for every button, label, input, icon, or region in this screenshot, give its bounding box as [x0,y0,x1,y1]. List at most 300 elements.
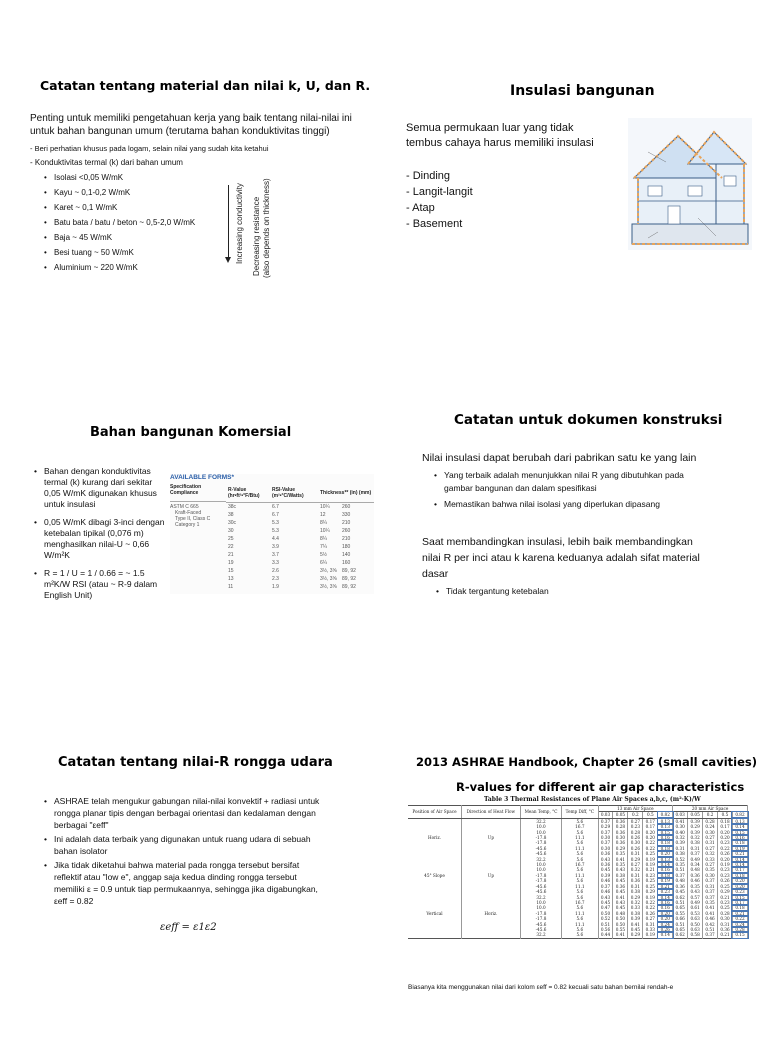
table-cell: 4.4 [272,535,279,542]
table-cell: 0.62 [673,932,688,938]
list-item: • Ini adalah data terbaik yang digunakan untuk ruang udara di sebuah bahan isolator [54,833,319,857]
table-cell: 0.37 [598,884,613,889]
table-cell: 0.41 [673,818,688,824]
table-cell: 0.46 [598,878,613,883]
table-cell: 0.51 [673,900,688,905]
table-cell: 6.7 [272,511,279,518]
table-cell: 0.21 [658,884,673,889]
table-cell: 0.41 [613,895,628,900]
table-cell: 0.38 [613,873,628,878]
thickness-mm: 210 [342,535,351,542]
table-cell: 0.19 [658,878,673,883]
table-cell: -45.6 [520,927,561,932]
table-cell: 0.14 [658,895,673,900]
thickness-mm: 260 [342,503,351,510]
table-cell: 0.31 [703,884,718,889]
table-cell [318,551,374,559]
table-cell: 0.50 [598,911,613,916]
table-cell: 0.37 [598,830,613,835]
table-cell: 0.17 [718,824,733,829]
table-cell [318,567,374,575]
table-cell: 0.23 [658,889,673,894]
table-cell: 0.20 [658,911,673,916]
table-cell: 0.45 [598,900,613,905]
table-cell: 0.26 [628,846,643,851]
table-cell: -45.6 [520,884,561,889]
table-cell: 0.20 [718,830,733,835]
air-space-position: Vertical [408,911,461,916]
table-cell [318,575,374,583]
table-cell: 0.41 [613,857,628,862]
table-cell: 0.45 [598,867,613,872]
table-cell: 3.3 [272,559,279,566]
table-cell: 0.46 [703,916,718,921]
list-item: • Besi tuang ~ 50 W/mK [54,245,195,260]
table-cell: 5.6 [562,905,598,910]
arrow-label-conductivity: Increasing conductivity [235,183,244,264]
table-cell: 11.1 [562,846,598,851]
table-cell: 0.25 [718,884,733,889]
table-cell: 11.1 [562,835,598,840]
table-cell: 0.39 [598,873,613,878]
table-cell: 5.3 [272,519,279,526]
thickness-in: 5½ [320,551,327,558]
table-cell: 10.0 [520,862,561,867]
table-cell: 0.45 [673,889,688,894]
table-cell: 0.38 [688,840,703,845]
table-cell: 0.35 [673,862,688,867]
table-row [226,511,374,519]
table-cell: 0.37 [703,878,718,883]
table-cell: 0.26 [628,835,643,840]
table-cell: 0.36 [613,830,628,835]
table-cell: 0.23 [732,889,747,894]
table-cell [318,535,374,543]
table-cell: 2.3 [272,575,279,582]
table-cell: 0.57 [688,895,703,900]
table-cell: 0.15 [658,830,673,835]
table-cell: 0.27 [628,818,643,824]
table-cell: 0.31 [703,840,718,845]
table-cell: 1.9 [272,583,279,590]
slide1-note1: - Beri perhatian khusus pada logam, selain nilai yang sudah kita ketahui [30,144,269,153]
table-cell: 0.29 [688,824,703,829]
table-cell: 32.2 [520,895,561,900]
table-cell: 30c [228,519,237,526]
table-cell: 5.3 [272,527,279,534]
heat-flow-direction: Up [461,835,520,840]
thickness-mm: 89, 92 [342,567,356,574]
thickness-in: 10¼ [320,527,330,534]
table-cell: 0.33 [628,905,643,910]
table-cell: 0.20 [732,884,747,889]
list-item: • ASHRAE telah mengukur gabungan nilai-nilai konvektif + radiasi untuk rongga planar tipis dengan berbagai orientasi dan kedalaman dengan berbagai "εeff" [54,795,319,831]
table-cell: 0.25 [718,905,733,910]
slide1-title: Catatan tentang material dan nilai k, U, dan R. [40,78,371,93]
table-cell: 0.17 [732,867,747,872]
table-cell: 0.24 [658,922,673,927]
table-cell: 0.18 [732,873,747,878]
table-cell: 0.43 [598,895,613,900]
table-cell: 0.48 [613,911,628,916]
table-cell: 0.15 [732,895,747,900]
table-cell: 0.30 [703,873,718,878]
table-cell: 0.36 [598,862,613,867]
table-cell: 0.22 [643,846,658,851]
table-cell: 0.51 [673,922,688,927]
table-cell: 0.27 [703,835,718,840]
table-cell: 0.30 [703,830,718,835]
table-cell: 0.16 [658,900,673,905]
table-cell: 0.51 [703,927,718,932]
table-cell: 0.35 [688,884,703,889]
table-cell: 3.7 [272,551,279,558]
list-item: • Yang terbaik adalah menunjukkan nilai R yang dibutuhkan pada gambar bangunan dan dalam spesifikasi [444,469,684,495]
table-cell: 0.53 [688,911,703,916]
list-item: • Isolasi <0,05 W/mK [54,170,195,185]
table-cell: 32.2 [520,857,561,862]
table-cell: 0.46 [688,878,703,883]
table-cell: 0.16 [658,835,673,840]
table-cell: 0.29 [628,895,643,900]
table-cell: -17.8 [520,835,561,840]
table-cell: 6.7 [272,503,279,510]
table-cell: 0.43 [613,867,628,872]
table-row [226,583,374,591]
table-cell: 0.37 [703,895,718,900]
slide4-bullets-b [434,586,549,596]
table-cell: 0.14 [732,862,747,867]
table-cell: 0.63 [688,927,703,932]
table-row [226,535,374,543]
table-cell: 10.0 [520,905,561,910]
slide4-title: Catatan untuk dokumen konstruksi [454,412,723,428]
table-cell: -17.8 [520,911,561,916]
table-cell: 0.20 [658,851,673,856]
table-cell: 0.40 [673,830,688,835]
table-cell: 19 [228,559,234,566]
table-cell: 0.18 [658,840,673,845]
slide-insulasi-bangunan [384,60,768,400]
slide4-line1: Nilai insulasi dapat berubah dari pabrikan satu ke yang lain [422,452,697,464]
table-cell: 0.27 [628,862,643,867]
table-cell: 15 [228,567,234,574]
table-cell: 0.31 [643,922,658,927]
table-cell: 0.38 [673,851,688,856]
table-cell: 0.31 [688,846,703,851]
table-cell: 0.58 [688,932,703,938]
table-cell: 0.30 [598,835,613,840]
table-cell: 0.17 [643,818,658,824]
thickness-in: 6¼ [320,559,327,566]
list-item: - Basement [406,218,463,230]
heat-flow-direction: Up [461,873,520,878]
table-cell: -17.8 [520,916,561,921]
table-cell: 0.14 [732,824,747,829]
thickness-mm: 180 [342,543,351,550]
table-cell: 0.50 [613,916,628,921]
table-cell: 0.50 [613,922,628,927]
table-cell: 0.24 [703,824,718,829]
table-cell: 0.55 [673,911,688,916]
slide2-surface-list [406,168,473,232]
table-cell: 0.36 [613,840,628,845]
thickness-in: 8¼ [320,535,327,542]
table-cell [318,583,374,591]
table-cell: 25 [228,535,234,542]
table-cell: 0.20 [718,857,733,862]
table-cell: 13 [228,575,234,582]
table-cell: 0.13 [658,857,673,862]
table-cell: 0.42 [703,922,718,927]
list-item: • Karet ~ 0,1 W/mK [54,200,195,215]
thickness-in: 8¼ [320,519,327,526]
table-cell [318,559,374,567]
table-cell: 0.15 [732,932,747,938]
table-cell: 0.28 [718,911,733,916]
r-value-table: R-Value (hr•ft²•°F/Btu) RSI-Value (m²•°C/Watts) Thickness** (in) (mm) 38c 6.7 10¼ 260 38 6.7 12 330 30c 5.3 8¼ 210 30 5.3 10¼ 260 25 4.4 8¼ 210 22 3.9 7¼ 180 21 3.7 5½ 140 19 3.3 6¼ 160 15 2.6 3½, 3⅝ 89, 92 13 2.3 3½, 3⅝ 89, 92 11 1.9 3½, 3⅝ 89, 92 [226,484,374,591]
slide2-intro-line1: Semua permukaan luar yang tidak [406,122,574,134]
table-cell: 0.14 [658,862,673,867]
air-space-position [408,932,461,938]
thickness-mm: 89, 92 [342,583,356,590]
table-cell: 21 [228,551,234,558]
table-cell: 0.45 [613,878,628,883]
table-cell: 0.41 [613,932,628,938]
table-cell: 0.25 [643,884,658,889]
table-title: AVAILABLE FORMS* [170,474,235,481]
table-cell: 16.7 [562,824,598,829]
table-cell: 0.49 [688,857,703,862]
table-row [226,551,374,559]
table-cell: 0.26 [718,851,733,856]
table-cell: 0.37 [688,851,703,856]
table-cell: 0.18 [732,840,747,845]
list-item: • Aluminium ~ 220 W/mK [54,260,195,275]
table-cell: 0.37 [703,889,718,894]
table-cell: 0.23 [718,873,733,878]
table-cell: 11.1 [562,911,598,916]
table-cell: 0.33 [703,857,718,862]
table-cell: 0.20 [643,830,658,835]
table-cell: 0.19 [643,862,658,867]
arrow-label-thickness: (also depends on thickness) [262,178,271,278]
table-cell: 5.6 [562,867,598,872]
table-row [408,932,748,938]
thickness-in: 3½, 3⅝ [320,575,337,582]
list-item: • Tidak tergantung ketebalan [446,586,549,596]
table-cell: 0.22 [643,840,658,845]
table-cell: 0.20 [643,835,658,840]
table-cell: 10.0 [520,824,561,829]
slide1-intro: Penting untuk memiliki pengetahuan kerja yang baik tentang nilai-nilai ini untuk bahan bangunan umum (terutama bahan konduktivitas tinggi) [30,113,352,137]
table-cell: 0.37 [598,818,613,824]
table-cell: 0.35 [703,900,718,905]
heat-flow-direction [461,932,520,938]
table-cell: 0.13 [658,824,673,829]
thickness-mm: 160 [342,559,351,566]
slide2-intro-line2: tembus cahaya harus memiliki insulasi [406,137,594,149]
table-cell: 0.26 [643,911,658,916]
table-cell: 0.14 [658,932,673,938]
table-cell: 2.6 [272,567,279,574]
table-cell: 0.21 [643,867,658,872]
table-cell: -45.6 [520,846,561,851]
table-cell: 0.29 [643,889,658,894]
table-cell: 0.20 [718,835,733,840]
table-cell: 0.32 [703,851,718,856]
table-cell: 11.1 [562,884,598,889]
table-row [226,567,374,575]
table-cell [318,527,374,535]
table-cell: 0.32 [688,835,703,840]
table-cell: 0.44 [598,932,613,938]
table-cell: 0.45 [613,905,628,910]
table-cell: 0.16 [732,835,747,840]
table-cell: 0.39 [628,916,643,921]
table-cell: 0.18 [718,818,733,824]
list-item: - Dinding [406,170,451,182]
table-cell: 0.31 [628,884,643,889]
table-cell: 0.39 [688,818,703,824]
slide3-bullets [32,466,165,601]
table-cell: 0.38 [628,911,643,916]
table-cell: 0.27 [643,916,658,921]
table-row [226,527,374,535]
list-item: • Jika tidak diketahui bahwa material pada rongga tersebut bersifat reflektif atau "low e", anggap saja kedua dinding rongga tersebut memiliki ε = 0.9 untuk tiap permukaannya, sehingga jika digabungkan, εeff = 0.82 [54,859,319,907]
table-cell: 0.52 [598,916,613,921]
house-insulation-diagram [628,118,752,250]
table-cell: 38c [228,503,237,510]
thickness-mm: 140 [342,551,351,558]
table-cell: 0.46 [598,889,613,894]
table-cell: 0.43 [598,857,613,862]
table-cell: 0.48 [688,867,703,872]
table-cell: 0.28 [703,818,718,824]
slide5-bullets [42,795,319,907]
table-cell: 0.31 [628,851,643,856]
table-cell: -45.6 [520,889,561,894]
table-cell: 38 [228,511,234,518]
table-cell: 11.1 [562,873,598,878]
table-cell: 0.50 [688,922,703,927]
list-item: • 0,05 W/mK dibagi 3-inci dengan ketebalan tipikal (0,076 m) menghasilkan nilai-U ~ 0,66 W/m²K [44,517,165,561]
table-cell: 0.21 [732,911,747,916]
table-cell: 0.25 [643,878,658,883]
slide5-title: Catatan tentang nilai-R rongga udara [58,755,333,770]
table-cell: 0.36 [673,884,688,889]
epsilon-formula: εeff = ε1ε2 [160,922,217,933]
table-cell: 16.7 [562,862,598,867]
table-cell: 0.22 [643,900,658,905]
table-cell: 0.36 [598,851,613,856]
table-cell: 0.65 [673,905,688,910]
table-row [226,519,374,527]
table-cell: 0.19 [643,895,658,900]
table-cell: -45.6 [520,851,561,856]
slide1-k-list [42,170,195,275]
arrow-label-resistance: Decreasing resistance [252,196,261,276]
thickness-in: 3½, 3⅝ [320,583,337,590]
table-cell: -17.8 [520,878,561,883]
table-cell: 5.6 [562,932,598,938]
table-cell: 32.2 [520,818,561,824]
table-cell: 0.32 [628,867,643,872]
table-cell: 0.29 [613,846,628,851]
table-cell [318,519,374,527]
list-item: • Memastikan bahwa nilai isolasi yang diperlukan dipasang [444,498,684,511]
table-cell: 0.28 [732,927,747,932]
table-cell: 0.61 [688,905,703,910]
table-cell: 10.0 [520,867,561,872]
list-item: • Baja ~ 45 W/mK [54,230,195,245]
thickness-mm: 260 [342,527,351,534]
list-item: • Batu bata / batu / beton ~ 0,5-2,0 W/mK [54,215,195,230]
table-cell: 11.1 [562,922,598,927]
available-forms-table [170,474,374,594]
table-cell: 0.22 [643,905,658,910]
slide-ashrae-handbook [384,708,768,1048]
thickness-in: 10¼ [320,503,330,510]
table-cell: 0.38 [628,889,643,894]
spec-column: Specification Compliance ASTM C 665 Kraft-Faced Type II, Class C Category 1 [170,484,226,591]
table-cell: 0.56 [598,927,613,932]
table-cell: 0.52 [673,857,688,862]
table-cell: 0.16 [658,867,673,872]
table-row [226,559,374,567]
table-cell: 0.20 [732,878,747,883]
slide-bahan-komersial [0,384,384,724]
table-cell: -17.8 [520,840,561,845]
table-cell: 0.28 [628,830,643,835]
table-cell: 0.30 [613,835,628,840]
table-cell: 0.35 [703,867,718,872]
table-cell: 0.29 [628,932,643,938]
table-cell: 5.6 [562,927,598,932]
table-cell: 0.24 [732,922,747,927]
table-cell: 0.26 [658,927,673,932]
table-row [226,502,374,511]
table-cell [318,543,374,551]
table-cell: 0.26 [718,878,733,883]
table-cell: 22 [228,543,234,550]
table-cell: 0.28 [613,824,628,829]
table-cell: 0.29 [598,824,613,829]
thickness-mm: 330 [342,511,351,518]
table-cell: 0.14 [732,857,747,862]
table-cell: 0.49 [688,900,703,905]
table-cell: 0.36 [613,884,628,889]
table-cell: 5.6 [562,851,598,856]
table-cell: 0.19 [643,932,658,938]
heat-flow-direction: Horiz. [461,911,520,916]
table-cell: 0.23 [718,900,733,905]
table-cell: 0.13 [732,818,747,824]
table-cell: 0.39 [688,830,703,835]
list-item: • R = 1 / U = 1 / 0.66 = ~ 1.5 m²K/W RSI (atau ~ R-9 dalam English Unit) [44,568,165,601]
table-cell: 0.29 [718,889,733,894]
table-cell: 0.47 [598,905,613,910]
table-cell: 0.41 [703,905,718,910]
table-cell: 0.55 [613,927,628,932]
table-cell: 5.6 [562,878,598,883]
table-cell: 0.37 [703,932,718,938]
list-item: - Langit-langit [406,186,473,198]
ashrae-table: Position of Air Space Direction of Heat Flow Mean Temp, °C Temp Diff, °C 13 mm Air Space 20 mm Air Space 0.03 0.05 0.2 0.5 0.82 0.03 0.05 0.2 0.5 0.82 32.2 5.6 0.37 0.36 0.27 0.17 0.13 0.41 0.39 0.28 0.18 0.13 10.0 16.7 0.29 0.28 0.23 0.17 0.13 0.30 0.29 0.24 0.17 0.14 10.0 5.6 0.37 0.36 0.28 0.20 0.15 0.40 0.39 0.30 0.20 0.15 Horiz. Up -17.8 11.1 0.30 0.30 0.26 0.20 0.16 0.32 0.32 0.27 0.20 0.16 -17.8 5.6 0.37 0.36 0.30 0.22 0.18 0.39 0.38 0.31 0.23 0.18 -45.6 11.1 0.30 0.29 0.26 0.22 0.18 0.31 0.31 0.27 0.22 0.19 -45.6 5.6 0.36 0.35 0.31 0.25 0.20 0.38 0.37 0.32 0.26 0.21 32.2 5.6 0.43 0.41 0.29 0.19 0.13 0.52 0.49 0.33 0.20 0.14 10.0 16.7 0.36 0.35 0.27 0.19 0.14 0.35 0.34 0.27 0.19 0.14 10.0 5.6 0.45 0.43 0.32 0.21 0.16 0.51 0.48 0.35 0.23 0.17 45° Slope Up -17.8 11.1 0.39 0.38 0.31 0.23 0.18 0.37 0.36 0.30 0.23 0.18 -17.8 5.6 0.46 0.45 0.36 0.25 0.19 0.48 0.46 0.37 0.26 0.20 -45.6 11.1 0.37 0.36 0.31 0.25 0.21 0.36 0.35 0.31 0.25 0.20 -45.6 5.6 0.46 0.45 0.38 0.29 0.23 0.45 0.43 0.37 0.29 0.23 32.2 5.6 0.43 0.41 0.29 0.19 0.14 0.62 0.57 0.37 0.21 0.15 10.0 16.7 0.45 0.43 0.32 0.22 0.16 0.51 0.49 0.35 0.23 0.17 10.0 5.6 0.47 0.45 0.33 0.22 0.16 0.65 0.61 0.41 0.25 0.18 Vertical Horiz. -17.8 11.1 0.50 0.48 0.38 0.26 0.20 0.55 0.53 0.41 0.28 0.21 -17.8 5.6 0.52 0.50 0.39 0.27 0.20 0.66 0.63 0.46 0.30 0.22 -45.6 11.1 0.51 0.50 0.41 0.31 0.24 0.51 0.50 0.42 0.31 0.24 -45.6 5.6 0.56 0.55 0.45 0.33 0.26 0.65 0.63 0.51 0.36 0.28 32.2 5.6 0.44 0.41 0.29 0.19 0.14 0.62 0.58 0.37 0.21 0.15 [408,805,748,939]
thickness-mm: 89, 92 [342,575,356,582]
ashrae-table-caption: Table 3 Thermal Resistances of Plane Air Spaces a,b,c, (m²·K)/W [484,796,701,803]
table-cell: 0.30 [598,846,613,851]
